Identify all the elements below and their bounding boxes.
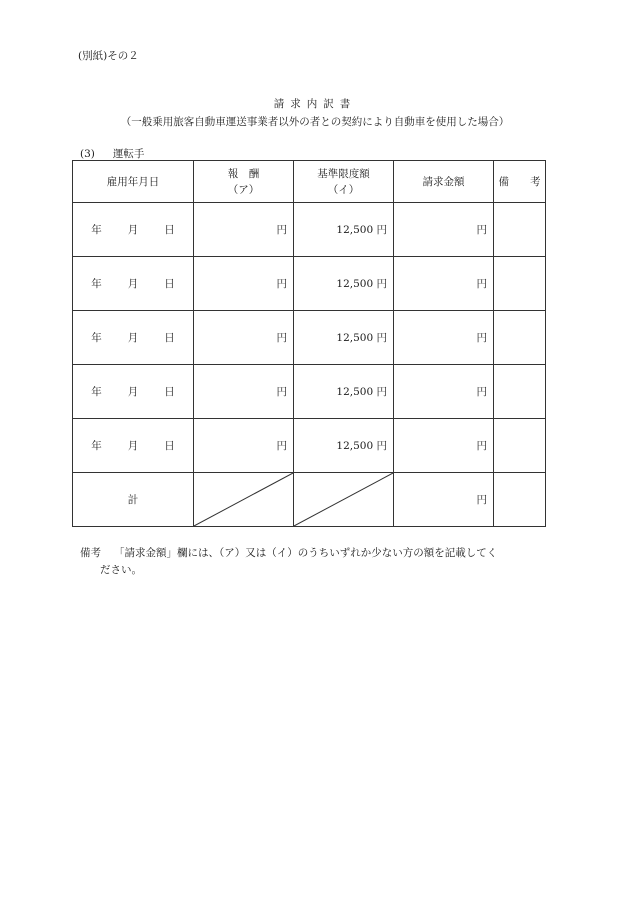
month-label: 月 (127, 224, 139, 236)
claim-breakdown-table (72, 160, 546, 527)
day-label: 日 (164, 440, 175, 452)
header-fee (194, 161, 294, 203)
header-standard-mark: （イ） (327, 183, 360, 196)
table-row (73, 311, 546, 365)
attachment-label: (別紙)その２ (78, 50, 139, 62)
remarks-cell[interactable] (494, 311, 546, 365)
date-cell[interactable] (73, 257, 194, 311)
claim-total-cell[interactable]: 円 (394, 473, 494, 527)
standard-limit-cell: 12,500 円 (294, 203, 394, 257)
claim-amount-cell[interactable]: 円 (394, 419, 494, 473)
remarks-cell[interactable] (494, 365, 546, 419)
date-cell[interactable] (73, 203, 194, 257)
remarks-cell[interactable] (494, 203, 546, 257)
table-header-row (73, 161, 546, 203)
header-claim-amount: 請求金額 (394, 161, 494, 203)
date-cell[interactable] (73, 419, 194, 473)
fee-total-crossed-cell (194, 473, 294, 527)
header-fee-label: 報 酬 (227, 167, 260, 180)
standard-limit-cell: 12,500 円 (294, 365, 394, 419)
standard-limit-cell: 12,500 円 (294, 257, 394, 311)
section-number: (3) (80, 148, 95, 160)
header-remarks: 備 考 (494, 161, 546, 203)
year-label: 年 (91, 332, 102, 344)
year-label: 年 (91, 386, 102, 398)
footnote-line-1: 「請求金額」欄には、（ア）又は（イ）のうちいずれか少ない方の額を記載してく (114, 547, 498, 559)
header-fee-mark: （ア） (227, 183, 260, 196)
total-label: 計 (73, 473, 194, 527)
claim-amount-cell[interactable]: 円 (394, 365, 494, 419)
header-standard-limit (294, 161, 394, 203)
date-cell[interactable] (73, 311, 194, 365)
claim-amount-cell[interactable]: 円 (394, 203, 494, 257)
footnote-line-2: ださい。 (100, 564, 142, 576)
fee-cell[interactable]: 円 (194, 365, 294, 419)
month-label: 月 (127, 278, 139, 290)
day-label: 日 (164, 386, 175, 398)
diagonal-strike (294, 473, 393, 526)
year-label: 年 (91, 224, 102, 236)
table-row (73, 419, 546, 473)
month-label: 月 (127, 386, 139, 398)
fee-cell[interactable]: 円 (194, 419, 294, 473)
footnote (80, 545, 550, 579)
standard-total-crossed-cell (294, 473, 394, 527)
table-row (73, 257, 546, 311)
year-label: 年 (91, 440, 102, 452)
fee-cell[interactable]: 円 (194, 311, 294, 365)
document-subtitle: （一般乗用旅客自動車運送事業者以外の者との契約により自動車を使用した場合） (120, 116, 510, 128)
standard-limit-cell: 12,500 円 (294, 419, 394, 473)
claim-amount-cell[interactable]: 円 (394, 257, 494, 311)
table-row (73, 203, 546, 257)
claim-amount-cell[interactable]: 円 (394, 311, 494, 365)
header-employment-date: 雇用年月日 (73, 161, 194, 203)
month-label: 月 (127, 440, 139, 452)
total-row (73, 473, 546, 527)
day-label: 日 (164, 278, 175, 290)
fee-cell[interactable]: 円 (194, 203, 294, 257)
footnote-label: 備考 (80, 547, 101, 559)
remarks-cell[interactable] (494, 419, 546, 473)
remarks-cell[interactable] (494, 257, 546, 311)
fee-cell[interactable]: 円 (194, 257, 294, 311)
diagonal-strike (194, 473, 293, 526)
remarks-total-cell[interactable] (494, 473, 546, 527)
table-row (73, 365, 546, 419)
section-heading (80, 146, 144, 161)
document-title: 請求内訳書 (273, 98, 357, 110)
year-label: 年 (91, 278, 102, 290)
month-label: 月 (127, 332, 139, 344)
day-label: 日 (164, 332, 175, 344)
section-title: 運転手 (112, 148, 145, 160)
header-standard-label: 基準限度額 (317, 167, 370, 180)
day-label: 日 (164, 224, 175, 236)
standard-limit-cell: 12,500 円 (294, 311, 394, 365)
date-cell[interactable] (73, 365, 194, 419)
